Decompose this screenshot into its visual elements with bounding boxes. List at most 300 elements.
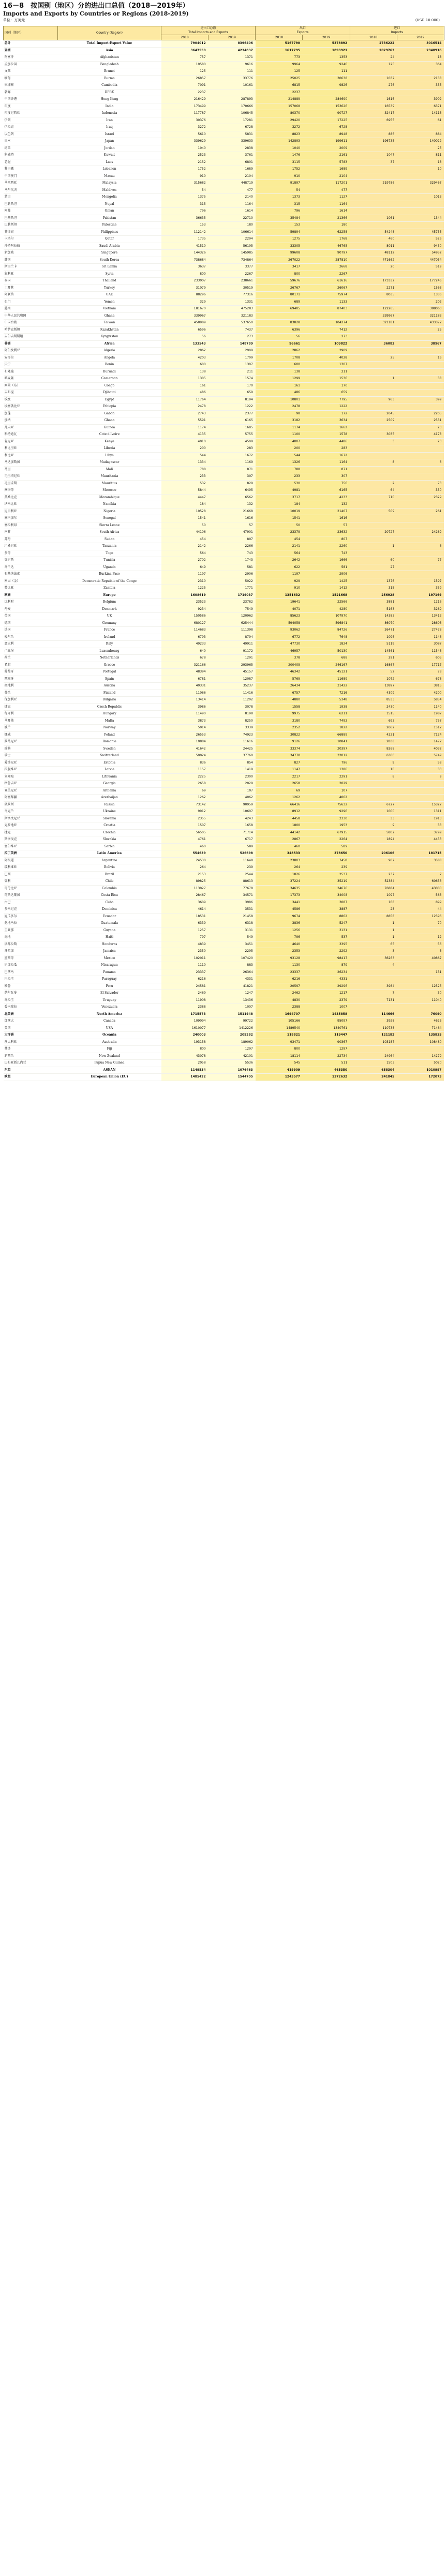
value-cell: 3609 [161,899,208,906]
value-cell: 1 [350,927,397,934]
country-name-cn: 卡塔尔 [4,236,58,243]
table-row [4,662,444,669]
value-cell: 1822 [303,725,350,732]
value-cell [397,564,444,571]
value-cell: 564 [161,550,208,557]
table-row [4,1004,444,1011]
value-cell: 3131 [208,927,256,934]
value-cell: 871 [208,466,256,473]
value-cell: 537 [303,934,350,941]
country-name-en: Singapore [58,250,161,257]
value-cell [350,522,397,529]
value-cell: 339633 [208,138,256,145]
value-cell: 773 [256,54,303,62]
value-cell: 31422 [303,683,350,690]
value-cell: 3395 [303,941,350,948]
value-cell: 330 [397,487,444,495]
value-cell: 109094 [161,1018,208,1025]
country-name-en: Malta [58,717,161,725]
value-cell: 1097 [350,892,397,900]
value-cell: 5783 [303,159,350,166]
value-cell: 87403 [303,306,350,313]
country-name-en: Gabon [58,410,161,417]
table-row [4,990,444,997]
value-cell: 99722 [208,1018,256,1025]
country-name-en: Syria [58,271,161,278]
value-cell: 70 [397,920,444,927]
country-name-en: Lithuania [58,773,161,781]
value-cell: 5755 [208,431,256,439]
value-cell: 1340761 [303,1025,350,1032]
value-cell: 1216 [397,599,444,606]
value-cell: 37 [350,159,397,166]
country-name-cn: 马耳他 [4,717,58,725]
value-cell: 1372632 [303,1074,350,1081]
value-cell: 1689 [208,166,256,173]
country-name-en: Asia [58,47,161,54]
value-cell [397,501,444,508]
value-cell: 2743 [161,410,208,417]
value-cell: 9 [397,773,444,781]
value-cell: 1291 [208,655,256,662]
value-cell: 42101 [208,1053,256,1060]
value-cell: 2430 [350,703,397,711]
value-cell: 29296 [303,983,350,990]
value-cell: 61616 [303,278,350,285]
value-cell: 80370 [256,110,303,117]
value-cell: 10 [350,767,397,774]
value-cell: 184 [161,501,208,508]
country-name-cn: 巴拉圭 [4,976,58,983]
value-cell: 3339 [208,725,256,732]
country-name-cn: 西班牙 [4,676,58,683]
value-cell: 963 [350,396,397,403]
value-cell: 54248 [350,229,397,236]
value-cell: 3986 [161,703,208,711]
value-cell: 142893 [256,138,303,145]
value-cell: 2029763 [350,47,397,54]
value-cell: 16 [397,354,444,362]
country-name-cn: 马来西亚 [4,180,58,187]
country-name-cn: 以色列 [4,131,58,138]
value-cell: 659 [208,390,256,397]
table-row [4,613,444,620]
value-cell: 24530 [161,857,208,864]
table-row [4,334,444,341]
table-row [4,1025,444,1032]
value-cell: 7648 [303,634,350,641]
table-row [4,920,444,927]
value-cell [350,843,397,850]
value-cell: 788 [161,466,208,473]
value-cell [397,452,444,459]
value-cell: 21668 [208,508,256,515]
country-name-en: Turkey [58,284,161,292]
value-cell: 1662 [303,424,350,431]
value-cell: 1197 [256,571,303,578]
table-row [4,382,444,390]
table-row [4,697,444,704]
value-cell: 4447 [161,494,208,501]
value-cell: 7124 [397,731,444,739]
country-name-cn: 多米尼克 [4,906,58,913]
value-cell: 6396 [256,326,303,334]
value-cell: 153 [256,222,303,229]
country-name-en: Africa [58,340,161,348]
value-cell: 11040 [397,997,444,1004]
value-cell: 3902 [397,96,444,103]
value-cell: 170666 [208,103,256,110]
value-cell: 1477 [397,739,444,746]
country-name-en: Venezuela [58,1004,161,1011]
value-cell: 796 [161,208,208,215]
value-cell: 544 [256,452,303,459]
value-cell [350,1046,397,1053]
value-cell: 600 [256,362,303,369]
value-cell: 18 [397,54,444,62]
value-cell: 6216 [161,976,208,983]
value-cell [350,68,397,76]
country-name-en: Papua New Guinea [58,1060,161,1067]
value-cell: 31079 [161,284,208,292]
value-cell: 30638 [303,75,350,82]
country-name-en: Tanzania [58,543,161,550]
value-cell: 95097 [303,1018,350,1025]
value-cell: 25 [397,326,444,334]
value-cell: 20397 [303,745,350,753]
value-cell: 6781 [161,676,208,683]
value-cell: 14561 [350,648,397,655]
table-row [4,641,444,648]
country-name-cn: 乌干达 [4,564,58,571]
value-cell: 122265 [350,306,397,313]
value-cell: 1617795 [256,47,303,54]
country-name-cn: 摩洛哥 [4,487,58,495]
value-cell: 22710 [208,215,256,222]
value-cell: 2906 [303,571,350,578]
country-name-en: Latin America [58,850,161,858]
value-cell: 46957 [256,648,303,655]
table-row [4,96,444,103]
value-cell: 4280 [303,606,350,613]
value-cell: 9912 [161,808,208,816]
value-cell: 329467 [397,180,444,187]
value-cell: 3180 [256,717,303,725]
country-name-en: New Zealand [58,1053,161,1060]
value-cell: 16539 [350,103,397,110]
unit-row [3,18,444,23]
value-cell: 35484 [256,215,303,222]
value-cell: 27478 [397,627,444,634]
value-cell: 5536 [208,1060,256,1067]
value-cell: 1541 [256,515,303,522]
year-header: 2019 [397,35,444,40]
value-cell: 153626 [303,103,350,110]
value-cell: 1719037 [208,592,256,599]
country-name-cn: 布隆迪 [4,368,58,376]
value-cell: 110738 [350,1025,397,1032]
country-name-cn: 爱沙尼亚 [4,759,58,767]
value-cell: 622 [256,564,303,571]
country-name-en: Lebanon [58,166,161,173]
value-cell: 3815 [397,683,444,690]
country-name-cn: 新西兰 [4,1053,58,1060]
value-cell: 511 [303,1060,350,1067]
value-cell: 233007 [161,278,208,285]
country-name-en: Ghana [58,417,161,425]
value-cell: 173499 [161,103,208,110]
table-row [4,368,444,376]
value-cell: 756 [303,480,350,487]
value-cell: 800 [161,1046,208,1053]
value-cell: 180 [208,222,256,229]
country-name-cn: 加纳 [4,417,58,425]
value-cell: 9616 [208,61,256,68]
country-name-en: France [58,627,161,634]
value-cell: 796 [256,208,303,215]
country-name-en: Slovakia [58,836,161,844]
table-row [4,864,444,872]
country-name-en: North America [58,1011,161,1018]
country-name-en: Czech Republic [58,703,161,711]
value-cell: 3647559 [161,47,208,54]
value-cell: 9126 [256,739,303,746]
value-cell: 17717 [397,662,444,669]
table-row [4,627,444,634]
country-name-cn: 突尼斯 [4,557,58,564]
value-cell: 86070 [350,620,397,627]
value-cell [397,208,444,215]
value-cell: 88613 [208,878,256,886]
value-cell: 1715573 [161,1011,208,1018]
value-cell [350,501,397,508]
table-row [4,822,444,830]
value-cell: 7795 [303,396,350,403]
country-name-cn: 安哥拉 [4,354,58,362]
value-cell: 1752 [161,166,208,173]
value-cell: 2141 [256,543,303,550]
value-cell: 7091 [161,82,208,89]
value-cell: 26067 [303,284,350,292]
country-name-cn: 毛里塔尼亚 [4,473,58,481]
value-cell: 240003 [161,1032,208,1039]
value-cell: 2267 [208,271,256,278]
value-cell: 1 [350,920,397,927]
value-cell: 2537 [303,871,350,878]
value-cell: 4010 [161,438,208,445]
value-cell: 49233 [161,641,208,648]
value-cell: 184 [256,501,303,508]
value-cell: 69405 [256,306,303,313]
country-name-en: Democratic Republic of the Congo [58,578,161,585]
value-cell: 90959 [208,801,256,808]
value-cell: 329 [161,298,208,306]
value-cell: 797 [161,934,208,941]
value-cell [350,781,397,788]
value-cell: 4453 [397,836,444,844]
value-cell: 209282 [208,1032,256,1039]
table-row [4,871,444,878]
value-cell: 3131 [303,927,350,934]
value-cell: 1375 [161,194,208,201]
value-cell: 8396406 [208,40,256,48]
value-cell: 1511948 [208,1011,256,1018]
value-cell: 5348 [303,697,350,704]
table-row [4,396,444,403]
value-cell: 4640 [256,941,303,948]
country-name-cn: 非洲 [4,340,58,348]
table-row [4,152,444,159]
value-cell: 17281 [208,117,256,124]
value-cell: 148789 [208,340,256,348]
value-cell: 2058 [161,1060,208,1067]
value-cell: 66889 [303,731,350,739]
value-cell: 20 [350,264,397,271]
value-cell: 104274 [303,320,350,327]
country-name-cn: 巴勒斯坦 [4,201,58,208]
value-cell: 544 [161,452,208,459]
table-row [4,159,444,166]
country-name-en: Malaysia [58,180,161,187]
value-cell: 11616 [208,739,256,746]
value-cell: 125 [161,68,208,76]
value-cell: 1164 [208,201,256,208]
value-cell: 26471 [350,627,397,634]
value-cell: 4062 [303,795,350,802]
value-cell [350,326,397,334]
value-cell: 18531 [161,913,208,920]
value-cell: 109822 [303,340,350,348]
value-cell: 107420 [208,955,256,962]
country-name-cn: 埃塞俄比亚 [4,403,58,411]
country-name-cn: 斯洛伐克 [4,836,58,844]
value-cell: 1614 [303,208,350,215]
value-cell: 241845 [350,1074,397,1081]
country-name-en: Kazakhstan [58,326,161,334]
value-cell: 9674 [256,913,303,920]
country-name-cn: 哈萨克斯坦 [4,326,58,334]
value-cell: 133543 [161,340,208,348]
value-cell: 93471 [256,1039,303,1046]
country-name-en: Brazil [58,871,161,878]
value-cell [256,312,303,320]
value-cell [350,571,397,578]
country-name-en: Fiji [58,1046,161,1053]
table-row [4,438,444,445]
value-cell: 6339 [161,920,208,927]
value-cell: 1768 [303,236,350,243]
value-cell: 1913 [397,815,444,822]
table-row [4,173,444,180]
value-cell: 4761 [161,836,208,844]
value-cell: 1708 [256,354,303,362]
table-row [4,376,444,383]
value-cell: 3881 [350,599,397,606]
value-cell: 2104 [208,173,256,180]
value-cell: 111 [303,68,350,76]
country-name-cn: 澳大利亚 [4,1039,58,1046]
value-cell: 788 [256,466,303,473]
value-cell: 41642 [161,745,208,753]
table-row [4,878,444,886]
table-row [4,417,444,425]
value-cell: 8011 [350,243,397,250]
value-cell: 10161 [208,82,256,89]
value-cell: 59894 [256,229,303,236]
value-cell: 239 [208,864,256,872]
value-cell: 59676 [256,278,303,285]
country-name-cn: 泰国 [4,278,58,285]
value-cell: 108480 [397,1039,444,1046]
table-row [4,466,444,473]
value-cell: 589 [208,843,256,850]
value-cell: 90727 [303,110,350,117]
value-cell: 3531 [208,906,256,913]
country-name-en: Romania [58,739,161,746]
value-cell: 91897 [256,180,303,187]
value-cell: 460 [256,843,303,850]
value-cell: 161 [256,382,303,390]
value-cell: 1597 [397,578,444,585]
value-cell: 43078 [161,1053,208,1060]
table-row [4,690,444,697]
value-cell: 460 [350,236,397,243]
value-cell: 9 [350,759,397,767]
country-name-cn: 土耳其 [4,284,58,292]
value-cell: 378 [256,655,303,662]
value-cell: 85623 [256,613,303,620]
value-cell: 237 [350,871,397,878]
country-name-en: Senegal [58,515,161,522]
table-row [4,89,444,96]
value-cell: 680127 [161,620,208,627]
table-row [4,215,444,222]
page-header [0,0,447,26]
country-name-cn: 孟加拉国 [4,61,58,68]
country-name-en: Azerbaijan [58,795,161,802]
country-name-en: Saudi Arabia [58,243,161,250]
country-name-cn: 英国 [4,613,58,620]
value-cell: 6 [397,543,444,550]
table-row [4,843,444,850]
value-cell: 96661 [256,340,303,348]
value-cell: 321183 [208,312,256,320]
country-name-cn: 黎巴嫩 [4,166,58,173]
value-cell: 216429 [161,96,208,103]
value-cell: 2478 [256,403,303,411]
value-cell: 5610 [161,131,208,138]
country-name-en: Argentina [58,857,161,864]
value-cell: 34770 [256,753,303,760]
value-cell: 5167790 [256,40,303,48]
value-cell: 2353 [256,948,303,955]
country-name-cn: 布基纳法索 [4,571,58,578]
table-row [4,711,444,718]
value-cell [303,312,350,320]
table-row [4,410,444,417]
country-name-en: Guinea [58,424,161,431]
value-cell: 219786 [350,180,397,187]
table-row [4,745,444,753]
value-cell: 6 [397,459,444,467]
country-name-en: Hungary [58,711,161,718]
value-cell: 33 [397,767,444,774]
value-cell: 1 [350,543,397,550]
country-name-cn: 尼日利亚 [4,508,58,515]
value-cell: 26434 [256,683,303,690]
value-cell: 6793 [161,634,208,641]
country-name-cn: 阿联酋 [4,292,58,299]
